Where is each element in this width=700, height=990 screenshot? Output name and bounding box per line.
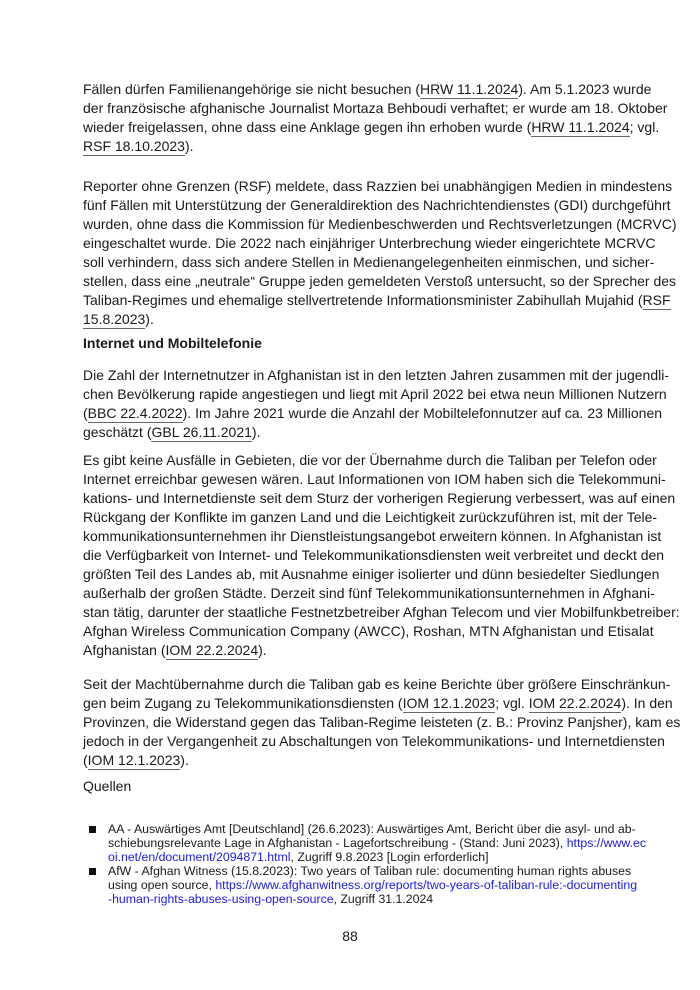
citation-link[interactable]: IOM 22.2.2024: [165, 642, 259, 658]
citation-link[interactable]: RSF 18.10.2023: [83, 138, 185, 154]
text: außerhalb der großen Städte. Derzeit sind fünf Telekommunikationsunternehmen in Afghani-: [83, 585, 655, 601]
text-line: [83, 404, 663, 423]
sources-label: Quellen: [83, 778, 132, 794]
text: Provinzen, die Widerstand gegen das Taliban-Regime leisteten (z. B.: Provinz Panjsher), kam es: [83, 714, 681, 730]
text: Die Zahl der Internetnutzer in Afghanistan ist in den letzten Jahren zusammen mit der jugendli-: [83, 367, 669, 383]
text-line: [83, 584, 655, 603]
text-line: [83, 196, 671, 215]
text: der französische afghanische Journalist Mortaza Behboudi verhaftet; er wurde am 18. Oktober: [83, 100, 668, 116]
citation-link[interactable]: 15.8.2023: [83, 311, 146, 327]
paragraph-5: [83, 675, 681, 770]
text: soll verhindern, dass sich andere Stellen in Medienangelegenheiten einmischen, und sicher-: [83, 254, 655, 270]
citation-link[interactable]: IOM 22.2.2024: [528, 695, 622, 711]
text-line: [83, 177, 673, 196]
text: Internet erreichbar gewesen wären. Laut Informationen von IOM haben sich die Telekommuni-: [83, 471, 666, 487]
text-line: [83, 565, 660, 584]
text-line: [83, 310, 617, 329]
text-line: [83, 118, 660, 137]
text: die Verfügbarkeit von Internet- und Telekommunikationsdiensten weit verbreitet und deckt den: [83, 547, 665, 563]
text-line: [83, 546, 665, 565]
text-line: [108, 864, 632, 878]
text: schiebungsrelevante Lage in Afghanistan - Lagefortschreibung - (Stand: Juni 2023),: [108, 836, 567, 850]
text: ).: [145, 311, 154, 327]
text-line: [83, 451, 657, 470]
text-line: [83, 675, 671, 694]
text: Rückgang der Konflikte im ganzen Land und die Leichtigkeit zurückzuführen ist, mit der Tele-: [83, 509, 658, 525]
bullet-icon: [89, 826, 96, 833]
section-heading: Internet und Mobiltelefonie: [83, 335, 262, 351]
text: Es gibt keine Ausfälle in Gebieten, die vor der Übernahme durch die Taliban per Telefon oder: [83, 452, 657, 468]
citation-link[interactable]: GBL 26.11.2021: [151, 424, 252, 440]
text-line: [83, 272, 677, 291]
text: kommunikationsunternehmen ihr Dienstleistungsangebot erweitern können. In Afghanistan ist: [83, 528, 662, 544]
text: , Zugriff 31.1.2024: [333, 892, 434, 906]
text: kations- und Internetdienste seit dem Sturz der vorherigen Regierung verbessert, was auf einen: [83, 490, 676, 506]
text: stan tätig, darunter der staatliche Festnetzbetreiber Afghan Telecom und vier Mobilfunkbetreiber:: [83, 604, 680, 620]
source-item-afw: [89, 864, 638, 906]
source-url-link[interactable]: https://www.afghanwitness.org/reports/two-years-of-taliban-rule:-documenting: [215, 878, 638, 892]
text-line: [83, 732, 665, 751]
text-line: [83, 253, 655, 272]
text-line: [83, 99, 668, 118]
text-line: [83, 80, 652, 99]
text-line: [83, 423, 617, 442]
text-line: [83, 694, 673, 713]
source-item-aa: [89, 822, 646, 864]
text: ). Am 5.1.2023 wurde: [518, 81, 652, 97]
text-line: [108, 892, 617, 906]
source-url-link[interactable]: https://www.ec: [566, 836, 646, 850]
text-line: [83, 527, 662, 546]
citation-link[interactable]: BBC 22.4.2022: [87, 405, 183, 421]
text: ).: [184, 138, 194, 154]
text: Afghan Wireless Communication Company (AWCC), Roshan, MTN Afghanistan und Etisalat: [83, 623, 654, 639]
paragraph-3: [83, 366, 669, 442]
citation-link[interactable]: HRW 11.1.2024: [419, 81, 519, 97]
text-line: [83, 215, 677, 234]
text: ). In den: [621, 695, 673, 711]
source-url-link[interactable]: -human-rights-abuses-using-open-source: [108, 892, 334, 906]
text: ). Im Jahre 2021 wurde die Anzahl der Mobiltelefonnutzer auf ca. 23 Millionen: [182, 405, 663, 421]
text: ).: [251, 424, 261, 440]
paragraph-4: [83, 451, 680, 660]
text-line: [108, 878, 638, 892]
text-line: [83, 622, 654, 641]
text: wieder freigelassen, ohne dass eine Anklage gegen ihn erhoben wurde (: [83, 119, 532, 135]
text: AfW - Afghan Witness (15.8.2023): Two years of Taliban rule: documenting human rights abuses: [108, 864, 632, 878]
paragraph-1: [83, 80, 668, 156]
text: ).: [258, 642, 267, 658]
text: Taliban-Regimes und ehemalige stellvertretende Informationsminister Zabihullah Mujahid (: [83, 292, 643, 308]
text: größten Teil des Landes ab, mit Ausnahme einiger isolierter und dünn besiedelter Siedlungen: [83, 566, 660, 582]
text: wurden, ohne dass die Kommission für Medienbeschwerden und Rechtsverletzungen (MCRVC): [83, 216, 677, 232]
text: stellen, dass eine „neutrale“ Gruppe jeden gemeldeten Verstoß untersucht, so der Sprecher des: [83, 273, 677, 289]
text: ; vgl.: [629, 119, 660, 135]
text-line: [108, 822, 636, 836]
text: jedoch in der Vergangenheit zu Abschaltungen von Telekommunikations- und Internetdiensten: [83, 733, 665, 749]
text-line: [83, 641, 617, 660]
text: eingeschaltet wurde. Die 2022 nach einjähriger Unterbrechung wieder eingerichtete MCRVC: [83, 235, 656, 251]
text: ; vgl.: [495, 695, 529, 711]
source-url-link[interactable]: oi.net/en/document/2094871.html: [108, 850, 291, 864]
text: gen beim Zugang zu Telekommunikationsdiensten (: [83, 695, 403, 711]
text-line: [83, 470, 666, 489]
text: ).: [180, 752, 189, 768]
page-number: 88: [342, 928, 358, 944]
text-line: [83, 489, 676, 508]
text: fünf Fällen mit Unterstützung der Generaldirektion des Nachrichtendienstes (GDI) durchgeführt: [83, 197, 671, 213]
text: using open source,: [108, 878, 216, 892]
text: Fällen dürfen Familienangehörige sie nicht besuchen (: [83, 81, 420, 97]
text: (: [83, 752, 88, 768]
text: Afghanistan (: [83, 642, 166, 658]
paragraph-2: [83, 177, 677, 329]
text-line: [108, 836, 646, 850]
citation-link[interactable]: IOM 12.1.2023: [87, 752, 181, 768]
text: geschätzt (: [83, 424, 152, 440]
text-line: [108, 850, 617, 864]
text-line: [83, 366, 669, 385]
text: , Zugriff 9.8.2023 [Login erforderlich]: [290, 850, 489, 864]
text-line: [83, 751, 617, 770]
citation-link[interactable]: RSF: [642, 292, 671, 308]
text-line: [83, 291, 671, 310]
citation-link[interactable]: IOM 12.1.2023: [402, 695, 496, 711]
text: chen Bevölkerung rapide angestiegen und liegt mit April 2022 bei etwa neun Millionen Nutzern: [83, 386, 667, 402]
text-line: [83, 385, 667, 404]
text: Seit der Machtübernahme durch die Taliban gab es keine Berichte über größere Einschränkun-: [83, 676, 671, 692]
text-line: [83, 508, 658, 527]
text-line: [83, 137, 617, 156]
citation-link[interactable]: HRW 11.1.2024: [531, 119, 630, 135]
text-line: [83, 234, 656, 253]
text-line: [83, 713, 681, 732]
bullet-icon: [89, 868, 96, 875]
text: Reporter ohne Grenzen (RSF) meldete, dass Razzien bei unabhängigen Medien in mindestens: [83, 178, 673, 194]
text: (: [83, 405, 88, 421]
text-line: [83, 603, 680, 622]
text: AA - Auswärtiges Amt [Deutschland] (26.6.2023): Auswärtiges Amt, Bericht über die asyl- und ab-: [108, 822, 636, 836]
